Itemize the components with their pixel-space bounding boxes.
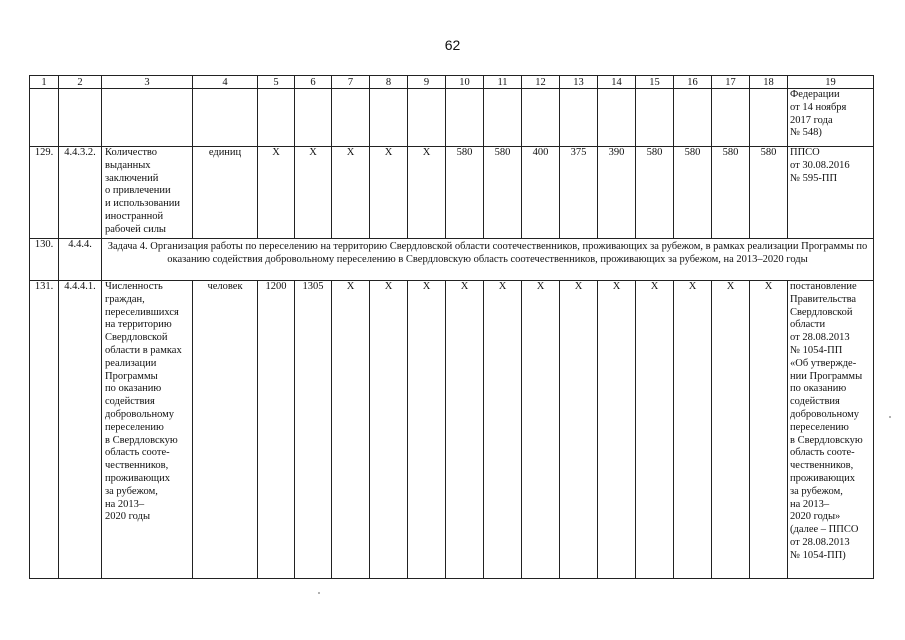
header-cell: 12	[522, 76, 560, 89]
value-cell: 375	[560, 147, 598, 239]
header-cell: 19	[788, 76, 874, 89]
header-cell: 3	[102, 76, 193, 89]
value-cell: X	[750, 281, 788, 579]
page-number: 62	[444, 37, 461, 53]
value-cell: 580	[674, 147, 712, 239]
value-cell: 580	[636, 147, 674, 239]
header-cell: 9	[408, 76, 446, 89]
header-cell: 13	[560, 76, 598, 89]
table-row-task	[30, 239, 874, 281]
header-cell: 18	[750, 76, 788, 89]
header-cell: 15	[636, 76, 674, 89]
header-cell: 11	[484, 76, 522, 89]
value-cell: 1200	[258, 281, 295, 579]
value-cell: X	[560, 281, 598, 579]
value-cell: X	[295, 147, 332, 239]
value-cell: X	[370, 281, 408, 579]
row-number: 131.	[30, 281, 59, 579]
value-cell: X	[598, 281, 636, 579]
value-cell: X	[636, 281, 674, 579]
value-cell: 580	[750, 147, 788, 239]
header-cell: 10	[446, 76, 484, 89]
value-cell: X	[446, 281, 484, 579]
task-description: Задача 4. Организация работы по переселению на территорию Свердловской области соотечественников, проживающих за рубежом, в рамках реализации Программы по оказанию содействия добровольному переселению в Свердловскую область соотечественников, проживающих за рубежом, на 2013–2020 годы	[102, 239, 874, 281]
value-cell: X	[408, 281, 446, 579]
value-cell: 580	[712, 147, 750, 239]
indicator-code: 4.4.4.1.	[59, 281, 102, 579]
value-cell: X	[674, 281, 712, 579]
scan-speck	[889, 416, 891, 418]
row-number: 130.	[30, 239, 59, 281]
value-cell: 390	[598, 147, 636, 239]
header-cell: 2	[59, 76, 102, 89]
table-row-continuation	[30, 89, 874, 147]
unit-cell: человек	[193, 281, 258, 579]
value-cell: X	[712, 281, 750, 579]
value-cell: X	[370, 147, 408, 239]
value-cell: X	[258, 147, 295, 239]
value-cell: 400	[522, 147, 560, 239]
unit-cell: единиц	[193, 147, 258, 239]
header-cell: 6	[295, 76, 332, 89]
value-cell: X	[408, 147, 446, 239]
header-cell: 4	[193, 76, 258, 89]
table-row	[30, 281, 874, 579]
header-cell: 8	[370, 76, 408, 89]
table-row	[30, 147, 874, 239]
value-cell: X	[522, 281, 560, 579]
header-cell: 17	[712, 76, 750, 89]
value-cell: X	[484, 281, 522, 579]
indicator-code: 4.4.3.2.	[59, 147, 102, 239]
value-cell: 580	[446, 147, 484, 239]
source-cell: Федерации от 14 ноября 2017 года № 548)	[788, 89, 874, 147]
indicators-table	[29, 75, 874, 579]
row-number: 129.	[30, 147, 59, 239]
header-cell: 1	[30, 76, 59, 89]
task-code: 4.4.4.	[59, 239, 102, 281]
column-number-row	[30, 76, 874, 89]
header-cell: 14	[598, 76, 636, 89]
source-cell: постановление Правительства Свердловской области от 28.08.2013 № 1054-ПП «Об утвержде- нии Программы по оказанию содействия добровольному переселению в Свердловскую область сооте- чественников, проживающих за рубежом, на 2013– 2020 годы» (далее – ППСО от 28.08.2013 № 1054-ПП)	[788, 281, 874, 579]
indicator-name: Количество выданных заключений о привлечении и использовании иностранной рабочей силы	[102, 147, 193, 239]
header-cell: 16	[674, 76, 712, 89]
value-cell: X	[332, 281, 370, 579]
value-cell: 580	[484, 147, 522, 239]
value-cell: 1305	[295, 281, 332, 579]
source-cell: ППСО от 30.08.2016 № 595-ПП	[788, 147, 874, 239]
header-cell: 5	[258, 76, 295, 89]
indicator-name: Численность граждан, переселившихся на территорию Свердловской области в рамках реализации Программы по оказанию содействия добровольному переселению в Свердловскую область сооте- чественников, проживающих за рубежом, на 2013– 2020 годы	[102, 281, 193, 579]
header-cell: 7	[332, 76, 370, 89]
scan-speck	[318, 592, 320, 594]
value-cell: X	[332, 147, 370, 239]
